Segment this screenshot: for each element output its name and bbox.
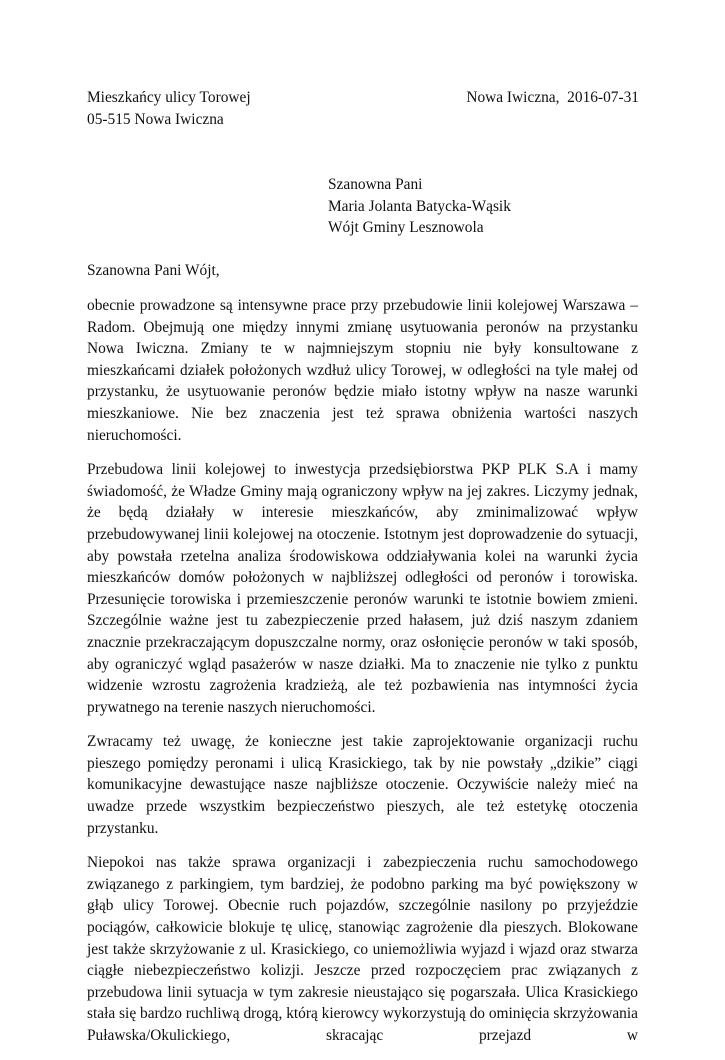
sender-address — [87, 87, 251, 130]
recipient-name: Maria Jolanta Batycka-Wąsik — [328, 197, 511, 215]
place-and-date: Nowa Iwiczna, 2016-07-31 — [466, 89, 639, 106]
recipient-greeting: Szanowna Pani — [328, 176, 423, 193]
body-paragraph-4: Niepokoi nas także sprawa organizacji i zabezpieczenia ruchu samochodowego związanego z parkingiem, tym bardziej, że podobno parking ma być powiększony w głąb ulicy Torowej. Obecnie ruch pojazdów, szczególnie nasilony po przyjeździe pociągów, całkowicie blokuje tę ulicę, stanowiąc zagrożenie dla pieszych. Blokowane jest także skrzyżowanie z ul. Krasickiego, co uniemożliwia wyjazd i wjazd oraz stwarza ciągłe niebezpieczeństwo kolizji. Jeszcze przed rozpoczęciem prac związanych z przebudowa linii sytuacja w tym zakresie nieustająco się pogarszała. Ulica Krasickiego stała się bardzo ruchliwą drogą, którą kierowcy wykorzystują do ominięcia skrzyżowania Puławska/Okulickiego, skracając przejazd w — [87, 854, 638, 1044]
salutation: Szanowna Pani Wójt, — [87, 262, 220, 279]
sender-postal-address: 05-515 Nowa Iwiczna — [87, 110, 224, 128]
body-paragraph-2: Przebudowa linii kolejowej to inwestycja przedsiębiorstwa PKP PLK S.A i mamy świadomość, że Władze Gminy mają ograniczony wpływ na jej zakres. Liczymy jednak, że będą działały w interesie mieszkańców, aby zminimalizować wpływ przebudowywanej linii kolejowej na otoczenie. Istotnym jest doprowadzenie do sytuacji, aby powstała rzetelna analiza środowiskowa oddziaływania kolei na warunki życia mieszkańców domów położonych w najbliższej odległości od peronów i torowiska. Przesunięcie torowiska i przemieszczenie peronów warunki te istotnie bowiem zmieni. Szczególnie ważne jest tu zabezpieczenie przed hałasem, już dziś naszym zdaniem znacznie przekraczającym dopuszczalne normy, oraz osłonięcie peronów w taki sposób, aby ograniczyć wgląd pasażerów w nasze działki. Ma to znaczenie nie tylko z punktu widzenie wzrostu zagrożenia kradzieżą, ale też pozbawienia nas intymności życia prywatnego na terenie naszych nieruchomości. — [87, 461, 638, 716]
sender-name: Mieszkańcy ulicy Torowej — [87, 89, 251, 106]
recipient-address — [328, 174, 511, 239]
letter-body — [87, 295, 638, 1060]
body-paragraph-1: obecnie prowadzone są intensywne prace przy przebudowie linii kolejowej Warszawa – Radom. Obejmują one między innymi zmianę usytuowania peronów na przystanku Nowa Iwiczna. Zmiany te w najmniejszym stopniu nie były konsultowane z mieszkańcami działek położonych wzdłuż ulicy Torowej, w odległości na tyle małej od przystanku, że usytuowanie peronów będzie miało istotny wpływ na nasze warunki mieszkaniowe. Nie bez znaczenia jest też sprawa obniżenia wartości naszych nieruchomości. — [87, 297, 638, 444]
body-paragraph-3: Zwracamy też uwagę, że konieczne jest takie zaprojektowanie organizacji ruchu pieszego pomiędzy peronami i ulicą Krasickiego, tak by nie powstały „dzikie” ciągi komunikacyjne dewastujące nasze najbliższe otoczenie. Oczywiście należy mieć na uwadze przede wszystkim bezpieczeństwo pieszych, ale też estetykę otoczenia przystanku. — [87, 733, 638, 837]
recipient-title: Wójt Gminy Lesznowola — [328, 219, 484, 236]
